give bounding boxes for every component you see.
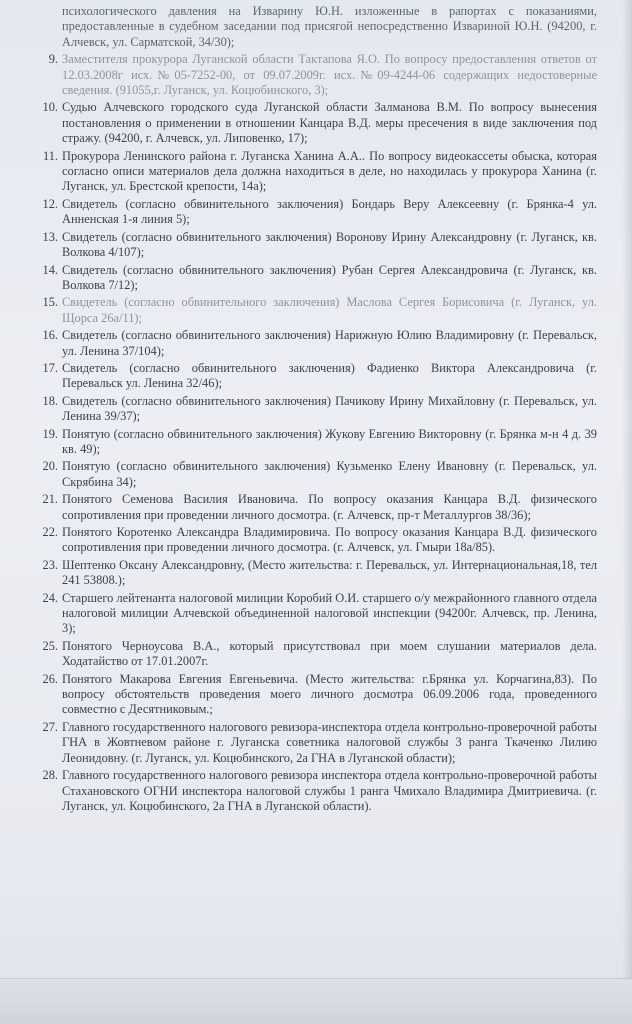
- item-number: 19.: [42, 426, 58, 441]
- item-text: Понятого Семенова Василия Ивановича. По вопросу оказания Канцара В.Д. физического сопротивления при проведении личного досмотра. (г. Алчевск, пр-т Металлургов 38/36);: [62, 492, 597, 522]
- list-item: [22, 394, 597, 425]
- item-number: 11.: [42, 148, 58, 163]
- item-number: 22.: [42, 525, 58, 539]
- item-number: 20.: [42, 459, 58, 474]
- list-item: [22, 768, 597, 814]
- item-text: Свидетель (согласно обвинительного заключения) Нарижную Юлию Владимировну (г. Перевальск, ул. Ленина 37/104);: [62, 328, 597, 358]
- list-item: [22, 459, 597, 490]
- item-text: Свидетель (согласно обвинительного заключения) Фадиенко Виктора Александровича (г. Перевальск ул. Ленина 32/46);: [62, 360, 597, 391]
- item-number: 15.: [42, 295, 58, 310]
- list-item: [22, 672, 597, 718]
- list-item: [22, 230, 597, 261]
- item-number: 25.: [42, 638, 58, 653]
- item-text: Старшего лейтенанта налоговой милиции Коробий О.И. старшего о/у межрайонного главного отдела налоговой милиции Алчевской объединенной налоговой инспекции (94200г. Алчевск, пр. Ленина, 3);: [62, 590, 597, 636]
- item-number: 18.: [42, 393, 58, 408]
- list-item: [22, 149, 597, 195]
- item-text: Понятого Макарова Евгения Евгеньевича. (Место жительства: г.Брянка ул. Корчагина,83). По вопросу обстоятельств проведения моего личного досмотра 06.09.2006 года, проведенного совместно с Десятниковым.;: [62, 671, 597, 717]
- item-text: Понятую (согласно обвинительного заключения) Кузьменко Елену Ивановну (г. Перевальск, ул. Скрябина 34);: [62, 459, 597, 489]
- item-number: 12.: [42, 196, 58, 211]
- item-text: Понятого Черноусова В.А., который присутствовал при моем слушании материалов дела. Ходатайство от 17.01.2007г.: [62, 638, 597, 669]
- item-text: Главного государственного налогового ревизора инспектора отдела контрольно-проверочной работы Стахановского ОГНИ инспектора налоговой службы 1 ранга Чмихало Владимира Дмитриевича. (г. Луганск, ул. Коцюбинского, 2а ГНА в Луганской области).: [62, 768, 597, 813]
- list-item: [22, 328, 597, 359]
- item-text: Свидетель (согласно обвинительного заключения) Пачикову Ирину Михайловну (г. Перевальск, ул. Ленина 39/37);: [62, 393, 597, 424]
- page-edge-shadow: [622, 0, 632, 1024]
- list-item: [22, 558, 597, 589]
- item-number: 17.: [42, 360, 58, 375]
- list-item: [22, 427, 597, 458]
- item-number: 21.: [42, 492, 58, 507]
- item-number: 28.: [42, 768, 58, 783]
- item-number: 14.: [42, 262, 58, 277]
- list-item: [22, 295, 597, 326]
- item-number: 10.: [42, 100, 58, 115]
- item-number: 24.: [42, 590, 58, 605]
- item-text: Свидетель (согласно обвинительного заключения) Рубан Сергея Александровича (г. Луганск, кв. Волкова 7/12);: [62, 262, 597, 292]
- item-text: Шептенко Оксану Александровну, (Место жительства: г. Перевальск, ул. Интернациональная,18, тел 241 53808.);: [62, 557, 597, 588]
- item-text: Главного государственного налогового ревизора-инспектора отдела контрольно-проверочной работы ГНА в Жовтневом районе г. Луганска советника налоговой службы 3 ранга Ткаченко Лилию Леонидовну. (г. Луганск, ул. Коцюбинского, 2а ГНА в Луганской области);: [62, 719, 597, 765]
- page-bottom-fold: [0, 978, 632, 1024]
- list-item: [22, 492, 597, 523]
- list-item: [22, 197, 597, 228]
- item-text: Свидетель (согласно обвинительного заключения) Воронову Ирину Александровну (г. Луганск, кв. Волкова 4/107);: [62, 229, 597, 260]
- item-number: 27.: [42, 719, 58, 734]
- item-number: 16.: [42, 328, 58, 343]
- item-text: Судью Алчевского городского суда Луганской области Залманова В.М. По вопросу вынесения постановления о применении в отношении Канцара В.Д. меры пресечения в виде заключения под стражу. (94200, г. Алчевск, ул. Липовенко, 17);: [62, 100, 597, 146]
- list-item: [22, 263, 597, 294]
- intro-paragraph: психологического давления на Изварину Ю.Н. изложенные в рапортах с показаниями, предоставленные в судебном заседании под присягой непосредственно Извариной Ю.Н. (94200, г. Алчевск, ул. Сарматской, 34/30);: [62, 4, 597, 49]
- item-text: Свидетель (согласно обвинительного заключения) Маслова Сергея Борисовича (г. Луганск, ул. Щорса 26а/11);: [62, 295, 597, 325]
- list-item: [22, 100, 597, 146]
- item-text: Свидетель (согласно обвинительного заключения) Бондарь Веру Алексеевну (г. Брянка-4 ул. Анненская 1-я линия 5);: [62, 196, 597, 227]
- item-number: 26.: [42, 671, 58, 686]
- list-item: [22, 720, 597, 766]
- item-number: 13.: [42, 229, 58, 244]
- item-text: Понятого Коротенко Александра Владимировича. По вопросу оказания Канцара В.Д. физического сопротивления при проведении личного досмотра. (г. Алчевск, ул. Гмыри 18а/85).: [62, 525, 597, 555]
- item-number: 23.: [42, 557, 58, 572]
- item-text: Заместителя прокурора Луганской области Тактапова Я.О. По вопросу предоставления ответов от 12.03.2008г исх.№05-7252-00, от 09.07.2009г. исх.№09-4244-06 содержащих недостоверные сведения. (91055,г. Луганск, ул. Коцюбинского, 3);: [62, 52, 597, 98]
- list-item: [22, 591, 597, 637]
- item-text: Прокурора Ленинского района г. Луганска Ханина А.А.. По вопросу видеокассеты обыска, которая согласно описи материалов дела должна находиться в деле, но находилась у прокурора Ханина (г. Луганск, ул. Брестской крепости, 14а);: [62, 148, 597, 194]
- document-text: [22, 4, 597, 816]
- list-item: [22, 361, 597, 392]
- list-item: [22, 525, 597, 556]
- item-number: 9.: [48, 52, 58, 67]
- list-item: [22, 639, 597, 670]
- list-item: [22, 52, 597, 98]
- item-text: Понятую (согласно обвинительного заключения) Жукову Евгению Викторовну (г. Брянка м-н 4 д. 39 кв. 49);: [62, 426, 597, 456]
